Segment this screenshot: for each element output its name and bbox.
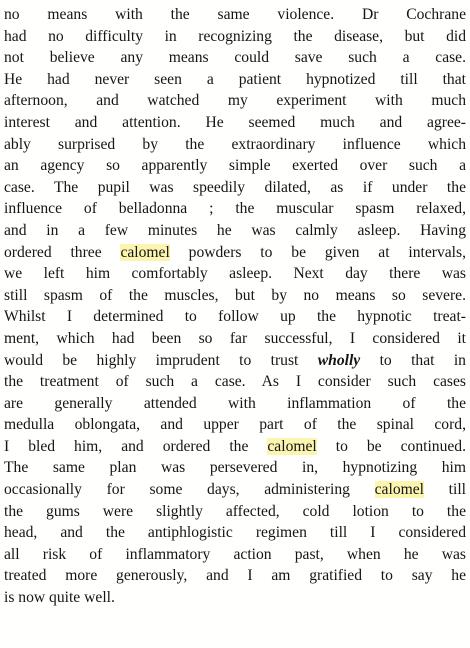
emphasized-word: wholly bbox=[317, 351, 361, 369]
text-run: all risk of inflammatory action past, when he was bbox=[4, 545, 466, 563]
text-run: ably surprised by the extraordinary influence which bbox=[4, 135, 466, 153]
text-run: till bbox=[424, 481, 467, 499]
text-line bbox=[4, 544, 466, 566]
text-line bbox=[4, 371, 466, 393]
text-line bbox=[4, 457, 466, 479]
text-run: ment, which had been so far successful, I considered it bbox=[4, 329, 466, 347]
text-run: had no difficulty in recognizing the disease, but did bbox=[4, 27, 466, 45]
text-line bbox=[4, 134, 466, 156]
text-line bbox=[4, 69, 466, 91]
text-run: would be highly imprudent to trust bbox=[4, 351, 318, 369]
text-run: interest and attention. He seemed much and agree- bbox=[4, 113, 466, 131]
body-text bbox=[4, 4, 466, 609]
text-run: case. The pupil was speedily dilated, as if under the bbox=[4, 178, 466, 196]
highlighted-term: calomel bbox=[120, 243, 170, 261]
text-run: head, and the antiphlogistic regimen till I considered bbox=[4, 524, 466, 542]
text-line bbox=[4, 47, 466, 69]
text-line bbox=[4, 501, 466, 523]
text-line bbox=[4, 306, 466, 328]
text-line bbox=[4, 393, 466, 415]
text-line bbox=[4, 350, 466, 372]
text-run: we left him comfortably asleep. Next day there was bbox=[4, 265, 466, 283]
text-line bbox=[4, 522, 466, 544]
text-run: medulla oblongata, and upper part of the spinal cord, bbox=[4, 416, 466, 434]
text-line bbox=[4, 414, 466, 436]
text-run: and in a few minutes he was calmly asleep. Having bbox=[4, 221, 466, 239]
text-run: to be continued. bbox=[316, 437, 466, 455]
text-line bbox=[4, 220, 466, 242]
text-run: The same plan was persevered in, hypnotizing him bbox=[4, 459, 466, 477]
text-line bbox=[4, 26, 466, 48]
text-run: the treatment of such a case. As I consider such cases bbox=[4, 373, 466, 391]
text-run: He had never seen a patient hypnotized till that bbox=[4, 70, 466, 88]
text-line bbox=[4, 565, 466, 587]
text-run: not believe any means could save such a case. bbox=[4, 49, 466, 67]
text-run: no means with the same violence. Dr Cochrane bbox=[4, 6, 466, 23]
text-run: still spasm of the muscles, but by no means so severe. bbox=[4, 286, 466, 304]
text-line bbox=[4, 436, 466, 458]
text-line bbox=[4, 587, 466, 609]
text-run: an agency so apparently simple exerted over such a bbox=[4, 157, 466, 175]
text-line bbox=[4, 90, 466, 112]
highlighted-term: calomel bbox=[267, 437, 317, 455]
text-run: ordered three bbox=[4, 243, 121, 261]
text-line bbox=[4, 4, 466, 26]
text-run: Whilst I determined to follow up the hypnotic treat- bbox=[4, 308, 466, 326]
text-line bbox=[4, 112, 466, 134]
text-run: to that in bbox=[360, 351, 466, 369]
text-run: are generally attended with inflammation of the bbox=[4, 394, 466, 412]
text-run: I bled him, and ordered the bbox=[4, 437, 268, 455]
text-run: powders to be given at intervals, bbox=[169, 243, 466, 261]
text-line bbox=[4, 285, 466, 307]
text-run: influence of belladonna ; the muscular spasm relaxed, bbox=[4, 200, 466, 218]
text-run: afternoon, and watched my experiment with much bbox=[4, 92, 466, 110]
text-line bbox=[4, 242, 466, 264]
highlighted-term: calomel bbox=[374, 481, 424, 499]
text-line bbox=[4, 479, 466, 501]
text-line bbox=[4, 177, 466, 199]
text-line bbox=[4, 328, 466, 350]
text-run: the gums were slightly affected, cold lotion to the bbox=[4, 502, 466, 520]
text-line bbox=[4, 198, 466, 220]
text-run: occasionally for some days, administering bbox=[4, 481, 375, 499]
text-run: treated more generously, and I am gratified to say he bbox=[4, 567, 466, 585]
text-run: is now quite well. bbox=[4, 589, 115, 607]
text-line bbox=[4, 155, 466, 177]
text-line bbox=[4, 263, 466, 285]
